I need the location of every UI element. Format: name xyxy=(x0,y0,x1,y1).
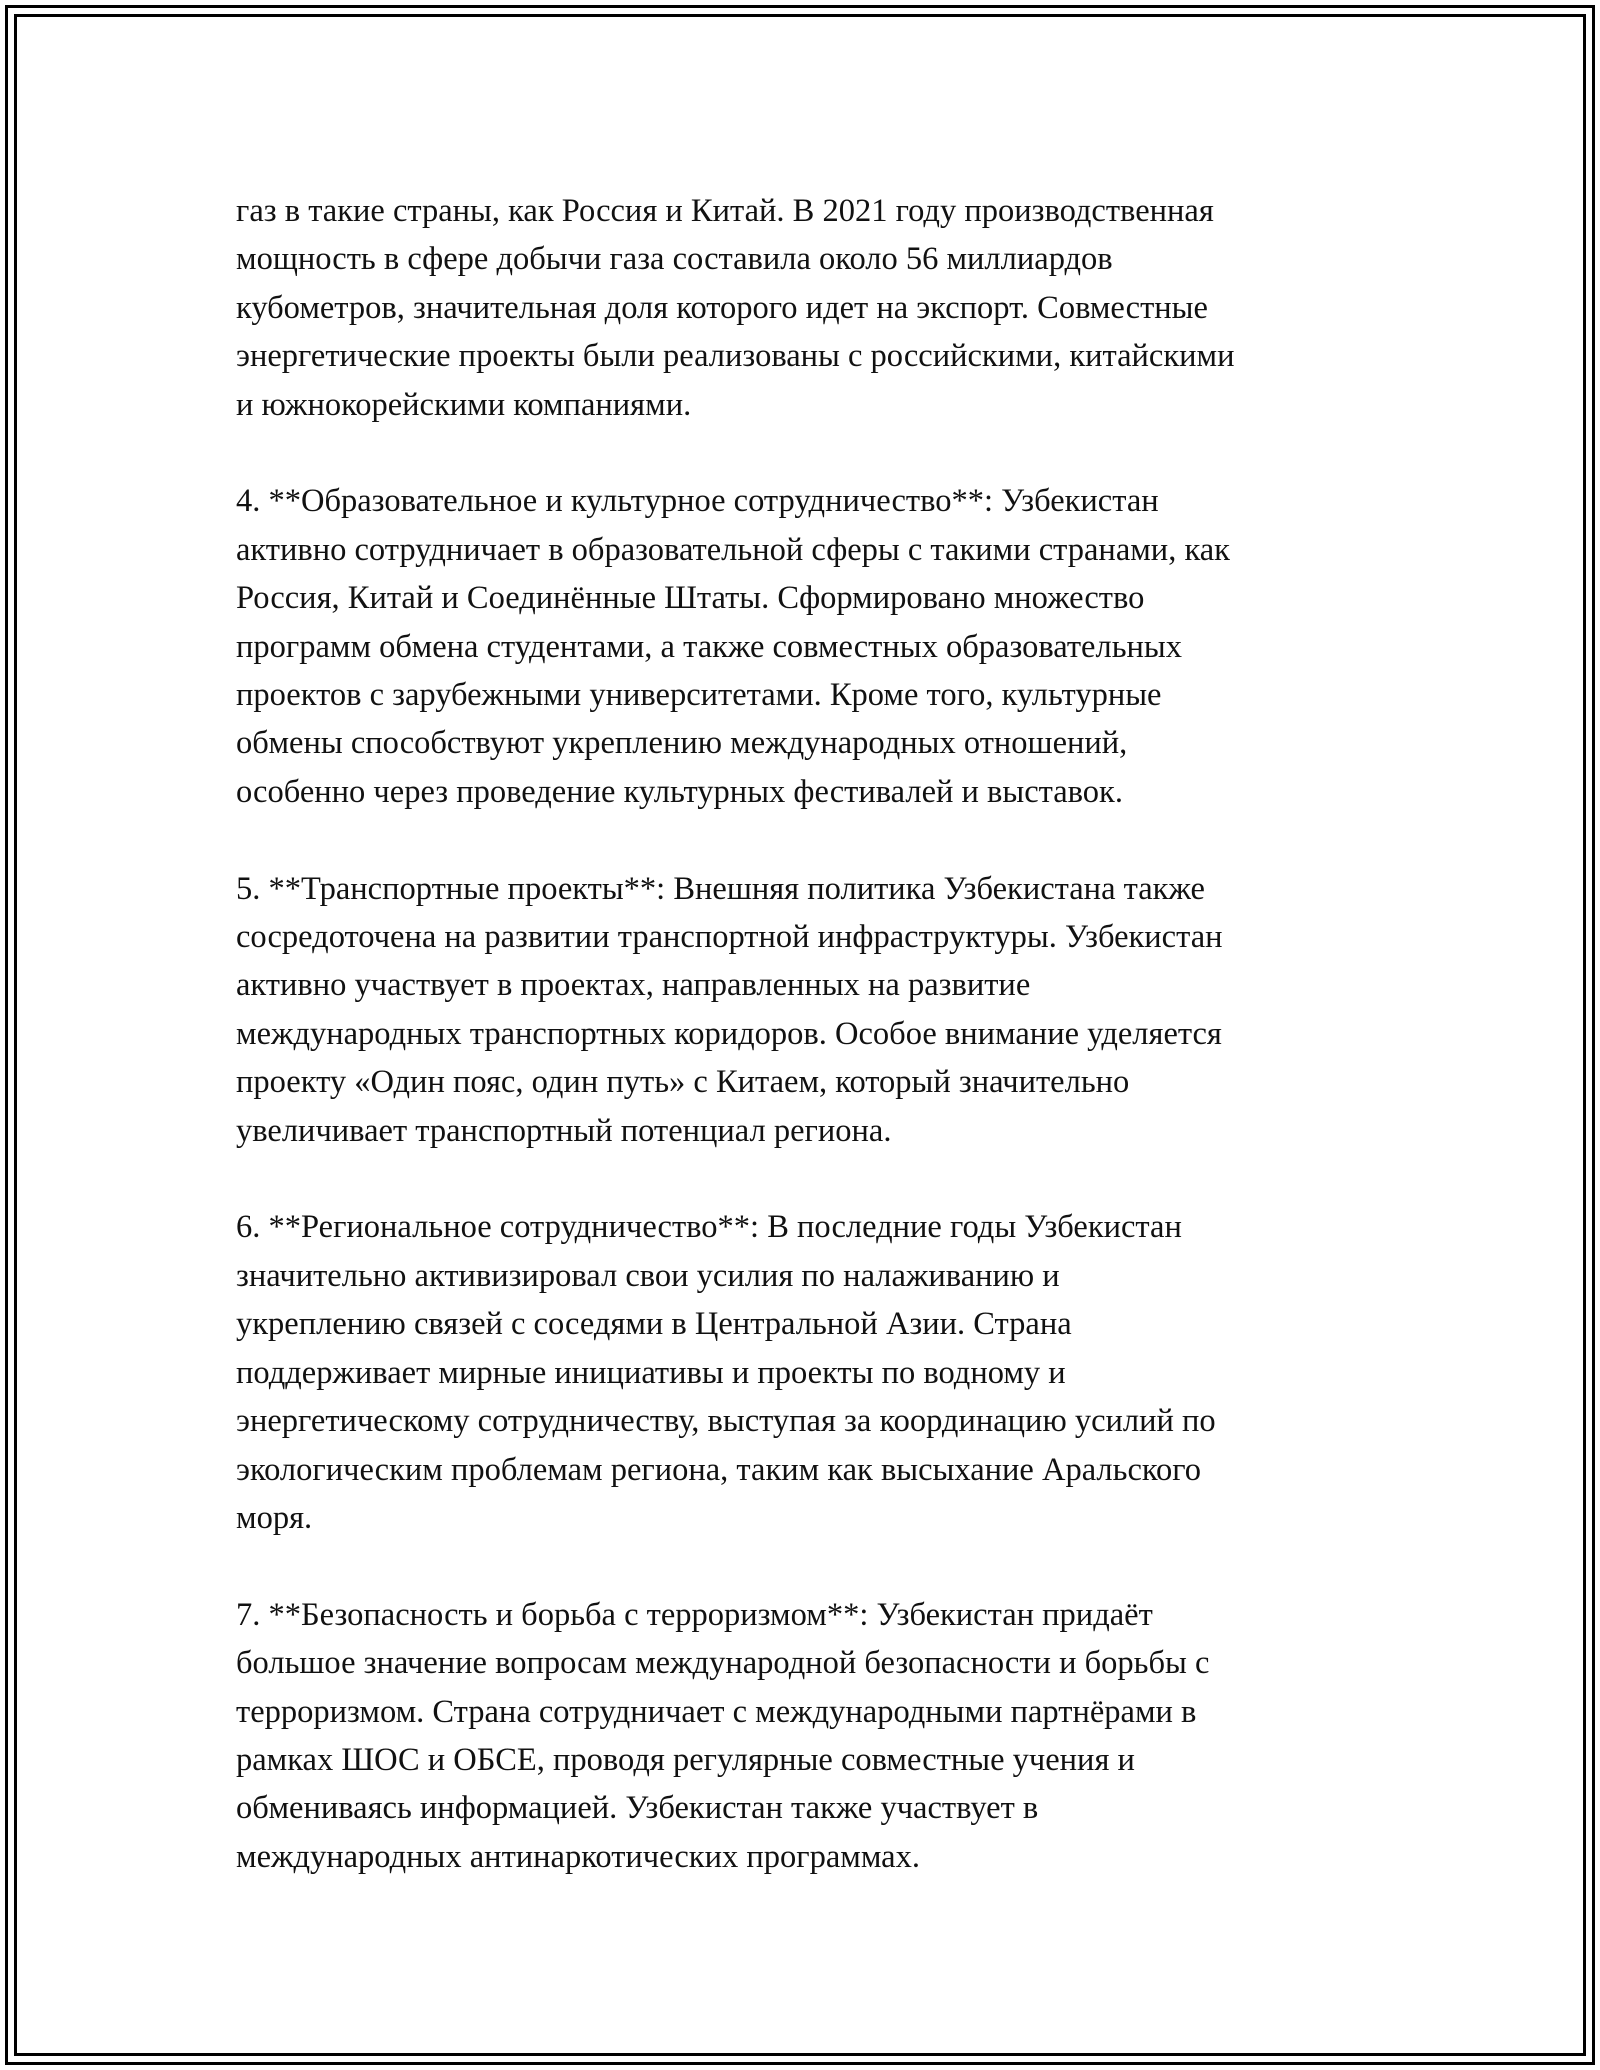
text-line: значительно активизировал свои усилия по налаживанию и xyxy=(236,1257,1060,1294)
text-line: экологическим проблемам региона, таким как высыхание Аральского xyxy=(236,1451,1202,1488)
text-line: 6. **Региональное сотрудничество**: В последние годы Узбекистан xyxy=(236,1209,1182,1246)
text-line: программ обмена студентами, а также совместных образовательных xyxy=(236,628,1182,665)
text-line: моря. xyxy=(236,1499,313,1536)
paragraph-regional-cooperation xyxy=(236,1203,1386,1542)
text-line: особенно через проведение культурных фестивалей и выставок. xyxy=(236,773,1123,810)
text-line: проекту «Один пояс, один путь» с Китаем, который значительно xyxy=(236,1064,1130,1101)
paragraph-transport xyxy=(236,865,1386,1155)
text-line: рамках ШОС и ОБСЕ, проводя регулярные совместные учения и xyxy=(236,1741,1135,1778)
text-line: 5. **Транспортные проекты**: Внешняя политика Узбекистана также xyxy=(236,870,1205,907)
text-line: Россия, Китай и Соединённые Штаты. Сформировано множество xyxy=(236,580,1145,617)
text-line: увеличивает транспортный потенциал региона. xyxy=(236,1112,892,1149)
text-line: сосредоточена на развитии транспортной инфраструктуры. Узбекистан xyxy=(236,919,1223,956)
text-line: терроризмом. Страна сотрудничает с международными партнёрами в xyxy=(236,1693,1197,1730)
text-line: энергетические проекты были реализованы с российскими, китайскими xyxy=(236,338,1235,375)
text-line: и южнокорейскими компаниями. xyxy=(236,386,692,423)
text-line: большое значение вопросам международной безопасности и борьбы с xyxy=(236,1645,1210,1682)
text-line: 4. **Образовательное и культурное сотрудничество**: Узбекистан xyxy=(236,483,1159,520)
text-line: обмены способствуют укреплению международных отношений, xyxy=(236,725,1128,762)
text-line: обмениваясь информацией. Узбекистан также участвует в xyxy=(236,1790,1039,1827)
text-line: международных транспортных коридоров. Особое внимание уделяется xyxy=(236,1015,1222,1052)
text-line: кубометров, значительная доля которого идет на экспорт. Совместные xyxy=(236,289,1208,326)
text-line: энергетическому сотрудничеству, выступая за координацию усилий по xyxy=(236,1403,1216,1440)
paragraph-gas-export xyxy=(236,187,1386,429)
text-line: международных антинаркотических программах. xyxy=(236,1838,920,1875)
text-line: газ в такие страны, как Россия и Китай. В 2021 году производственная xyxy=(236,193,1214,229)
document-body xyxy=(236,187,1386,1930)
text-line: мощность в сфере добычи газа составила около 56 миллиардов xyxy=(236,241,1113,278)
text-line: активно участвует в проектах, направленных на развитие xyxy=(236,967,1031,1004)
text-line: активно сотрудничает в образовательной сферы с такими странами, как xyxy=(236,531,1230,568)
text-line: поддерживает мирные инициативы и проекты по водному и xyxy=(236,1354,1066,1391)
text-line: проектов с зарубежными университетами. Кроме того, культурные xyxy=(236,677,1162,714)
paragraph-education-culture xyxy=(236,477,1386,816)
paragraph-security xyxy=(236,1591,1386,1881)
text-line: укреплению связей с соседями в Центральной Азии. Страна xyxy=(236,1306,1072,1343)
text-line: 7. **Безопасность и борьба с терроризмом**: Узбекистан придаёт xyxy=(236,1596,1153,1633)
